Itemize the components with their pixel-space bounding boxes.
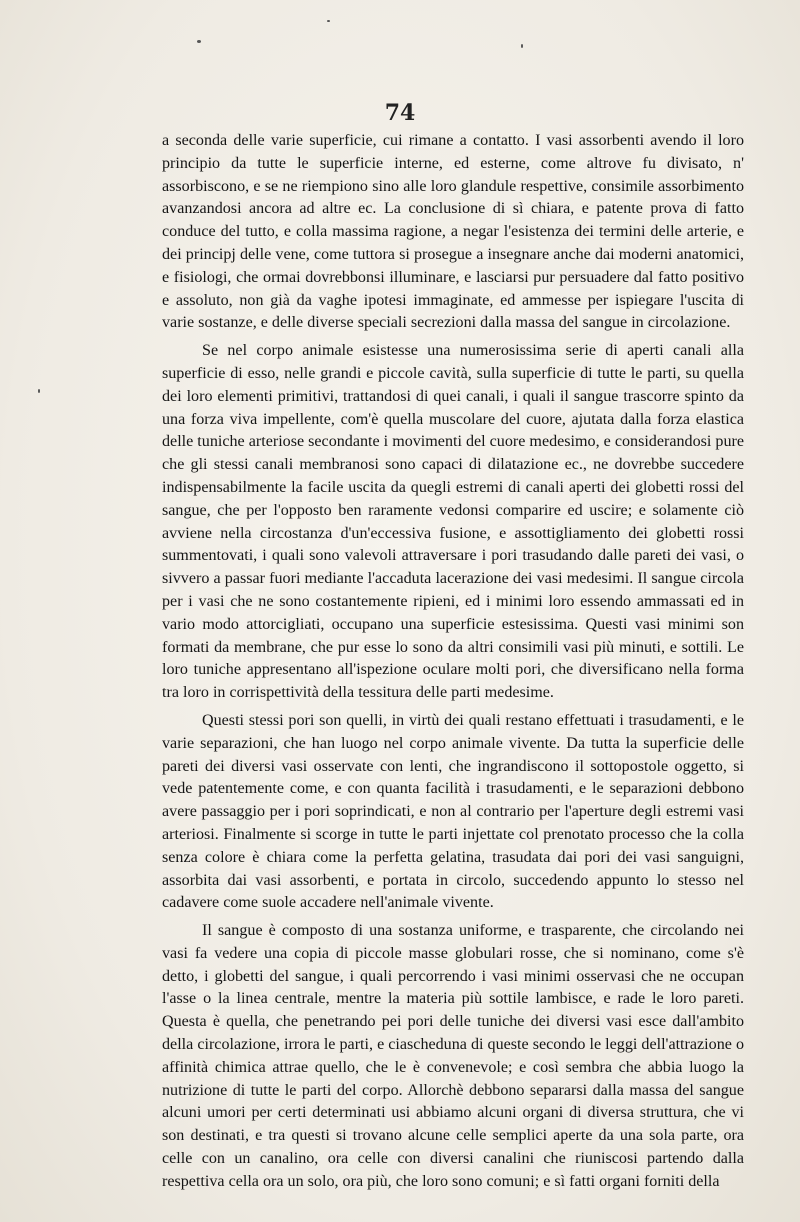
ink-speck: [197, 40, 201, 43]
paragraph-3: Questi stessi pori son quelli, in virtù dei quali restano effettuati i trasudamenti, e le varie separazioni, che han luogo nel corpo animale vivente. Da tutta la superficie delle pareti dei diversi vasi osservate con lenti, che ingrandiscono il sottopostole oggetto, si vede patentemente come, e con quanta facilità i trasudamenti, e le separazioni debbono avere passaggio per i pori soprindicati, e non al contrario per l'aperture degli estremi vasi arteriosi. Finalmente si scorge in tutte le parti injettate col prenotato processo che la colla senza colore è chiara come la perfetta gelatina, trasudata dai pori dei vasi sanguigni, assorbita dai vasi assorbenti, e portata in circolo, succedendo appunto lo stesso nel cadavere come suole accadere nell'animale vivente.: [162, 711, 744, 912]
paragraph-1: a seconda delle varie superficie, cui rimane a contatto. I vasi assorbenti avendo il loro principio da tutte le superficie interne, ed esterne, come altrove fu divisato, n' assorbiscono, e se ne riempiono sino alle loro glandule respettive, consimile assorbimento avanzandosi ancora ad altre ec. La conclusione di sì chiara, e patente prova di fatto conduce del tutto, e colla massima ragione, a negar l'esistenza dei termini delle arterie, e dei principj delle vene, come tuttora si prosegue a insegnare anche dai moderni anatomici, e fisiologi, che ormai dovrebbonsi illuminare, e lasciarsi pur persuadere dal fatto positivo e assoluto, non già da vaghe ipotesi immaginate, ed ammesse per ispiegare l'uscita di varie sostanze, e delle diverse speciali secrezioni dalla massa del sangue in circolazione.: [162, 132, 744, 332]
ink-speck: [327, 20, 330, 22]
ink-speck: [521, 44, 523, 48]
paragraph-2: Se nel corpo animale esistesse una numerosissima serie di aperti canali alla superficie di esso, nelle grandi e piccole cavità, sulla superficie di tutte le parti, su quella dei loro elementi primitivi, trattandosi di quei canali, i quali il sangue trascorre spinto da una forza viva impellente, com'è quella muscolare del cuore, ajutata dalla forza elastica delle tuniche arteriose secondante i movimenti del cuore medesimo, e considerandosi pure che gli stessi canali membranosi sono capaci di dilatazione ec., ne dovrebbe succedere indispensabilmente la facile uscita da quegli estremi di canali aperti dei globetti rossi del sangue, che per l'opposto ben raramente vedonsi comparire ed uscire; e solamente ciò avviene nella circostanza d'un'eccessiva fusione, e assottigliamento dei globetti rossi summentovati, i quali sono valevoli attraversare i pori trasudando dalle pareti dei vasi, o sivvero a passar fuori mediante l'accaduta lacerazione dei vasi medesimi. Il sangue circola per i vasi che ne sono costantemente ripieni, ed i minimi loro essendo ammassati ed in vario modo attorcigliati, occupano una superficie estesissima. Questi vasi minimi son formati da membrane, che pur esse lo sono da altri consimili vasi più minuti, e sottili. Le loro tuniche appresentano all'ispezione oculare molti pori, che diversificano nella forma tra loro in corrispettività della tessitura delle parti medesime.: [162, 342, 744, 702]
body-text: [162, 130, 744, 1199]
paragraph-4: Il sangue è composto di una sostanza uniforme, e trasparente, che circolando nei vasi fa vedere una copia di piccole masse globulari rosse, che si nominano, come s'è detto, i globetti del sangue, i quali percorrendo i vasi minimi osservasi che ne occupan l'asse o la linea centrale, mentre la materia più sottile lambisce, e rade le loro pareti. Questa è quella, che penetrando pei pori delle tuniche dei diversi vasi esce dall'ambito della circolazione, irrora le parti, e ciascheduna di queste secondo le leggi dell'attrazione o affinità chimica attrae quello, che le è convenevole; e così sembra che abbia luogo la nutrizione di tutte le parti del corpo. Allorchè debbono separarsi dalla massa del sangue alcuni umori per certi determinati usi abbiamo alcuni organi di diversa struttura, che vi son destinati, e tra questi si trovano alcune celle semplici aperte da una sola parte, ora celle con un canalino, ora celle con diversi canalini che riuniscosi partendo dalla respettiva cella ora un solo, ora più, che loro sono comuni; e sì fatti organi forniti della: [162, 922, 744, 1190]
page-number: 74: [384, 100, 416, 126]
ink-speck: [38, 389, 40, 393]
